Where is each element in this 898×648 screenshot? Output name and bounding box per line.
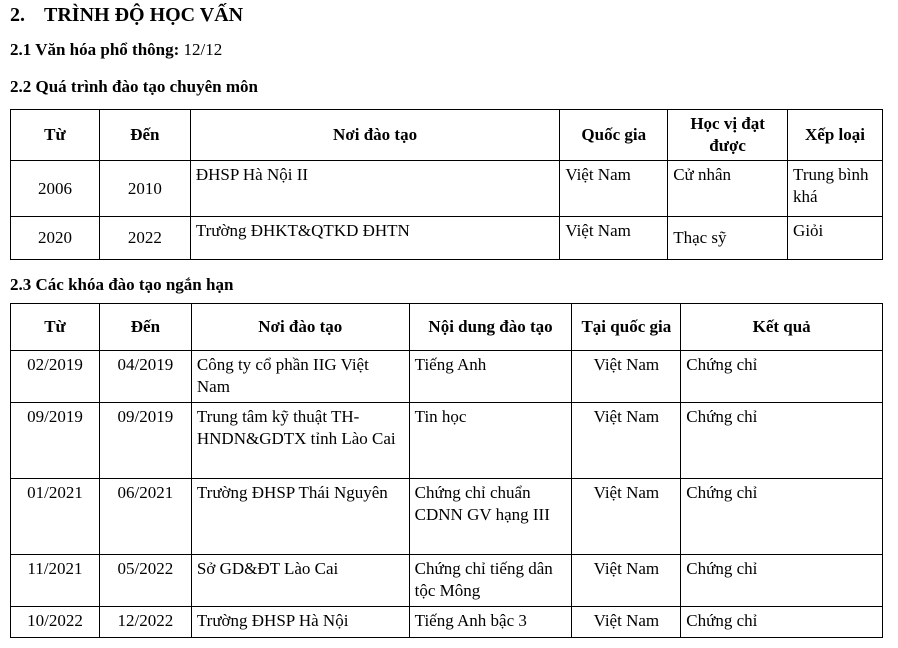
cell-place: Công ty cổ phần IIG Việt Nam — [191, 351, 409, 403]
cell-country: Việt Nam — [572, 607, 681, 638]
col-header-place: Nơi đào tạo — [190, 110, 560, 161]
table-header-row — [11, 304, 883, 351]
cell-content: Tin học — [409, 403, 572, 479]
cell-content: Tiếng Anh bậc 3 — [409, 607, 572, 638]
cell-place: Trung tâm kỹ thuật TH-HNDN&GDTX tỉnh Lào Cai — [191, 403, 409, 479]
cell-to: 12/2022 — [99, 607, 191, 638]
cell-from: 2006 — [11, 161, 100, 217]
cell-result: Chứng chỉ — [681, 555, 883, 607]
col-header-to: Đến — [99, 304, 191, 351]
cell-country: Việt Nam — [572, 403, 681, 479]
cell-from: 01/2021 — [11, 479, 100, 555]
cell-to: 09/2019 — [99, 403, 191, 479]
cell-to: 2022 — [99, 217, 190, 260]
short-courses-table — [10, 303, 883, 638]
cell-country: Việt Nam — [560, 217, 668, 260]
general-education-value: 12/12 — [183, 40, 223, 59]
table-header-row — [11, 110, 883, 161]
cell-place: Sở GD&ĐT Lào Cai — [191, 555, 409, 607]
col-header-to: Đến — [99, 110, 190, 161]
cell-result: Chứng chỉ — [681, 403, 883, 479]
table-row — [11, 217, 883, 260]
cell-degree: Cử nhân — [668, 161, 788, 217]
cell-country: Việt Nam — [572, 555, 681, 607]
short-courses-heading: 2.3 Các khóa đào tạo ngắn hạn — [10, 275, 234, 294]
cell-country: Việt Nam — [572, 479, 681, 555]
professional-training-table — [10, 109, 883, 260]
cell-from: 11/2021 — [11, 555, 100, 607]
col-header-content: Nội dung đào tạo — [409, 304, 572, 351]
cell-content: Chứng chỉ tiếng dân tộc Mông — [409, 555, 572, 607]
cell-from: 09/2019 — [11, 403, 100, 479]
cell-content: Chứng chỉ chuẩn CDNN GV hạng III — [409, 479, 572, 555]
table-row — [11, 161, 883, 217]
table-row — [11, 351, 883, 403]
cell-place: Trường ĐHKT&QTKD ĐHTN — [190, 217, 560, 260]
cell-result: Chứng chỉ — [681, 351, 883, 403]
cell-to: 05/2022 — [99, 555, 191, 607]
col-header-degree: Học vị đạt được — [668, 110, 788, 161]
cell-to: 04/2019 — [99, 351, 191, 403]
cell-place: ĐHSP Hà Nội II — [190, 161, 560, 217]
general-education-label: 2.1 Văn hóa phổ thông: — [10, 40, 180, 59]
col-header-from: Từ — [11, 304, 100, 351]
cell-place: Trường ĐHSP Hà Nội — [191, 607, 409, 638]
table-row — [11, 479, 883, 555]
cell-result: Chứng chỉ — [681, 479, 883, 555]
cell-country: Việt Nam — [560, 161, 668, 217]
col-header-rank: Xếp loại — [788, 110, 883, 161]
professional-training-heading: 2.2 Quá trình đào tạo chuyên môn — [10, 77, 258, 96]
col-header-country: Quốc gia — [560, 110, 668, 161]
cell-content: Tiếng Anh — [409, 351, 572, 403]
cell-from: 02/2019 — [11, 351, 100, 403]
cell-from: 2020 — [11, 217, 100, 260]
table-row — [11, 555, 883, 607]
section-number: 2. — [10, 4, 25, 26]
cell-country: Việt Nam — [572, 351, 681, 403]
col-header-place: Nơi đào tạo — [191, 304, 409, 351]
cell-rank: Giỏi — [788, 217, 883, 260]
section-title: TRÌNH ĐỘ HỌC VẤN — [44, 4, 244, 26]
cell-place: Trường ĐHSP Thái Nguyên — [191, 479, 409, 555]
cell-degree: Thạc sỹ — [668, 217, 788, 260]
cell-from: 10/2022 — [11, 607, 100, 638]
cell-to: 06/2021 — [99, 479, 191, 555]
cell-to: 2010 — [99, 161, 190, 217]
col-header-country: Tại quốc gia — [572, 304, 681, 351]
cell-rank: Trung bình khá — [788, 161, 883, 217]
table-row — [11, 607, 883, 638]
general-education-line — [10, 40, 222, 60]
col-header-from: Từ — [11, 110, 100, 161]
col-header-result: Kết quả — [681, 304, 883, 351]
table-row — [11, 403, 883, 479]
section-heading — [10, 4, 243, 27]
cell-result: Chứng chỉ — [681, 607, 883, 638]
